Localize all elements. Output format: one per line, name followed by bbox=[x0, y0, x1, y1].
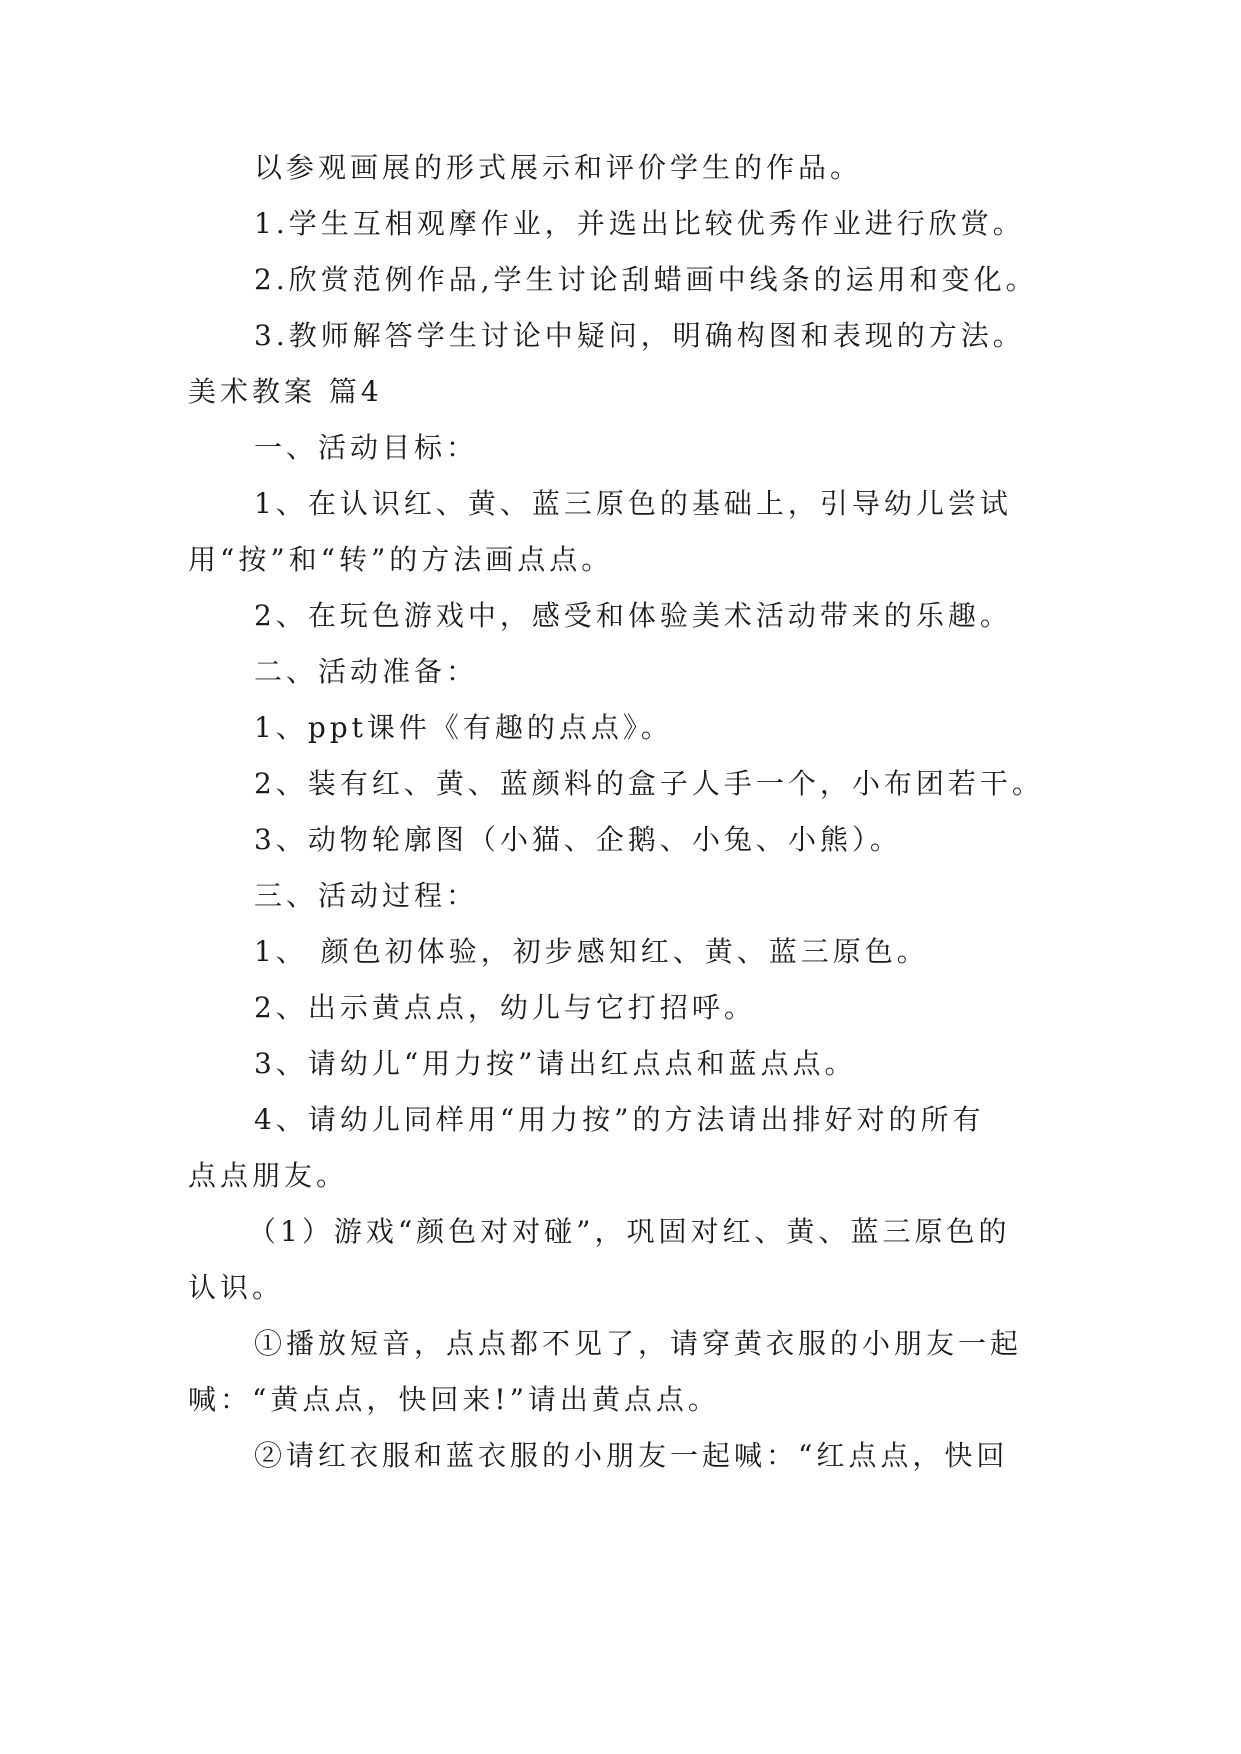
list-item: 1.学生互相观摩作业，并选出比较优秀作业进行欣赏。 bbox=[254, 207, 1025, 240]
list-item: 2、装有红、黄、蓝颜料的盒子人手一个，小布团若干。 bbox=[254, 767, 1044, 800]
subsection-heading: 二、活动准备： bbox=[254, 655, 479, 688]
list-item: 1、 颜色初体验，初步感知红、黄、蓝三原色。 bbox=[254, 935, 929, 968]
paragraph-line: ②请红衣服和蓝衣服的小朋友一起喊：“红点点，快回 bbox=[254, 1439, 1009, 1472]
paragraph-line: 以参观画展的形式展示和评价学生的作品。 bbox=[254, 151, 863, 184]
paragraph-line: 1、在认识红、黄、蓝三原色的基础上，引导幼儿尝试 bbox=[254, 487, 1012, 520]
paragraph-line: 点点朋友。 bbox=[188, 1159, 349, 1192]
paragraph-line: 喊：“黄点点，快回来!”请出黄点点。 bbox=[188, 1383, 720, 1416]
paragraph-line: ①播放短音，点点都不见了，请穿黄衣服的小朋友一起 bbox=[254, 1327, 1023, 1360]
paragraph-line: 2、在玩色游戏中，感受和体验美术活动带来的乐趣。 bbox=[254, 599, 1012, 632]
subsection-heading: 一、活动目标： bbox=[254, 431, 479, 464]
list-item: 3.教师解答学生讨论中疑问，明确构图和表现的方法。 bbox=[254, 319, 1025, 352]
paragraph-line: （1）游戏“颜色对对碰”，巩固对红、黄、蓝三原色的 bbox=[248, 1215, 1011, 1248]
subsection-heading: 三、活动过程： bbox=[254, 879, 479, 912]
section-heading: 美术教案 篇4 bbox=[188, 375, 383, 408]
list-item: 2、出示黄点点，幼儿与它打招呼。 bbox=[254, 991, 756, 1024]
paragraph-line: 认识。 bbox=[188, 1271, 285, 1304]
list-item: 1、ppt课件《有趣的点点》。 bbox=[254, 711, 673, 744]
list-item: 2.欣赏范例作品,学生讨论刮蜡画中线条的运用和变化。 bbox=[254, 263, 1038, 296]
list-item: 4、请幼儿同样用“用力按”的方法请出排好对的所有 bbox=[254, 1103, 985, 1136]
list-item: 3、请幼儿“用力按”请出红点点和蓝点点。 bbox=[254, 1047, 857, 1080]
list-item: 3、动物轮廓图（小猫、企鹅、小兔、小熊）。 bbox=[254, 823, 902, 856]
paragraph-line: 用“按”和“转”的方法画点点。 bbox=[188, 543, 614, 576]
